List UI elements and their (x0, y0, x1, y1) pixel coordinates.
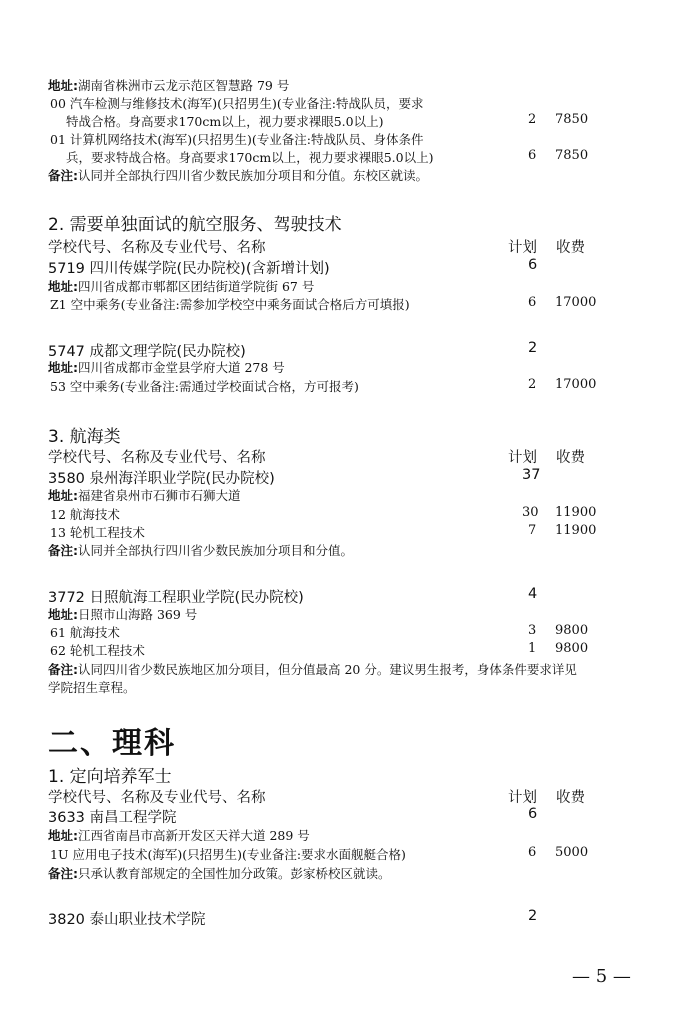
school-3772-name: 3772 日照航海工程职业学院(民办院校) (48, 590, 304, 606)
school-3820-name: 3820 泰山职业技术学院 (48, 912, 206, 928)
major-00-line1: 00 汽车检测与维修技术(海军)(只招男生)(专业备注:特战队员，要求 (50, 96, 424, 111)
major-53-plan: 2 (528, 377, 537, 392)
address-label: 地址: (48, 607, 78, 622)
school-3772-plan: 4 (528, 586, 538, 602)
major-1u: 1U 应用电子技术(海军)(只招男生)(专业备注:要求水面舰艇合格) (50, 847, 406, 862)
note-text: 认同并全部执行四川省少数民族加分项目和分值。东校区就读。 (78, 168, 429, 183)
school-3580-name: 3580 泉州海洋职业学院(民办院校) (48, 471, 275, 487)
school-5747-plan: 2 (528, 340, 538, 356)
major-z1: Z1 空中乘务(专业备注:需参加学校空中乘务面试合格后方可填报) (50, 297, 410, 312)
part-2-subtitle: 1. 定向培养军士 (48, 767, 172, 787)
major-13-plan: 7 (528, 523, 537, 538)
school-3633-note (48, 864, 391, 882)
address-label: 地址: (48, 488, 78, 503)
major-z1-plan: 6 (528, 295, 537, 310)
address-text: 江西省南昌市高新开发区天祥大道 289 号 (78, 828, 310, 843)
note-label: 备注: (48, 543, 78, 558)
major-00-fee: 7850 (555, 112, 589, 127)
address-text: 四川省成都市金堂县学府大道 278 号 (78, 360, 285, 375)
major-13-fee: 11900 (555, 523, 597, 538)
part-2-title: 二、理科 (48, 726, 176, 761)
school-5719-name: 5719 四川传媒学院(民办院校)(含新增计划) (48, 261, 330, 277)
major-62-plan: 1 (528, 641, 537, 656)
major-61-fee: 9800 (555, 623, 589, 638)
page-number: — 5 — (572, 966, 631, 987)
note-text: 只承认教育部规定的全国性加分政策。彭家桥校区就读。 (78, 866, 391, 881)
school-5747-address (48, 358, 285, 376)
major-01-line1: 01 计算机网络技术(海军)(只招男生)(专业备注:特战队员、身体条件 (50, 132, 424, 147)
school-3633-address (48, 826, 310, 844)
major-61: 61 航海技术 (50, 625, 120, 640)
school-3580-address (48, 486, 241, 504)
major-12-plan: 30 (522, 505, 539, 520)
major-53: 53 空中乘务(专业备注:需通过学校面试合格，方可报考) (50, 379, 359, 394)
major-1u-fee: 5000 (555, 845, 589, 860)
column-header-plan: 计划 (508, 790, 537, 806)
school-3772-note-line1 (48, 660, 577, 678)
address-label: 地址: (48, 78, 78, 93)
school-3633-plan: 6 (528, 806, 538, 822)
column-header-fee: 收费 (556, 450, 585, 466)
school-5747-name: 5747 成都文理学院(民办院校) (48, 344, 246, 360)
major-01-line2: 兵，要求特战合格。身高要求170cm以上，视力要求裸眼5.0以上) (66, 150, 434, 165)
address-text: 湖南省株洲市云龙示范区智慧路 79 号 (78, 78, 290, 93)
major-12: 12 航海技术 (50, 507, 120, 522)
note-text: 认同并全部执行四川省少数民族加分项目和分值。 (78, 543, 354, 558)
major-61-plan: 3 (528, 623, 537, 638)
major-12-fee: 11900 (555, 505, 597, 520)
section-2-title: 2. 需要单独面试的航空服务、驾驶技术 (48, 215, 342, 235)
note-text: 认同四川省少数民族地区加分项目，但分值最高 20 分。建议男生报考，身体条件要求详见 (78, 662, 577, 677)
address-text: 四川省成都市郫都区团结街道学院街 67 号 (78, 279, 315, 294)
major-53-fee: 17000 (555, 377, 597, 392)
school-3580-note (48, 541, 353, 559)
column-header-fee: 收费 (556, 240, 585, 256)
address-text: 福建省泉州市石狮市石狮大道 (78, 488, 241, 503)
address-label: 地址: (48, 360, 78, 375)
major-13: 13 轮机工程技术 (50, 525, 145, 540)
school-3820-plan: 2 (528, 908, 538, 924)
column-header-school: 学校代号、名称及专业代号、名称 (48, 450, 266, 466)
column-header-school: 学校代号、名称及专业代号、名称 (48, 240, 266, 256)
note-label: 备注: (48, 168, 78, 183)
section-3-title: 3. 航海类 (48, 427, 121, 447)
school-3772-address (48, 605, 197, 623)
school-3580-plan: 37 (522, 467, 541, 483)
major-62: 62 轮机工程技术 (50, 643, 145, 658)
major-00-plan: 2 (528, 112, 537, 127)
major-62-fee: 9800 (555, 641, 589, 656)
column-header-plan: 计划 (508, 240, 537, 256)
column-header-fee: 收费 (556, 790, 585, 806)
note-label: 备注: (48, 662, 78, 677)
school-5719-address (48, 277, 314, 295)
column-header-plan: 计划 (508, 450, 537, 466)
major-01-fee: 7850 (555, 148, 589, 163)
address-label: 地址: (48, 828, 78, 843)
school-5719-plan: 6 (528, 257, 538, 273)
note-label: 备注: (48, 866, 78, 881)
note-line (48, 166, 428, 184)
address-line (48, 76, 289, 94)
major-z1-fee: 17000 (555, 295, 597, 310)
major-1u-plan: 6 (528, 845, 537, 860)
column-header-school: 学校代号、名称及专业代号、名称 (48, 790, 266, 806)
school-3633-name: 3633 南昌工程学院 (48, 810, 177, 826)
major-00-line2: 特战合格。身高要求170cm以上，视力要求裸眼5.0以上) (66, 114, 384, 129)
major-01-plan: 6 (528, 148, 537, 163)
address-text: 日照市山海路 369 号 (78, 607, 198, 622)
address-label: 地址: (48, 279, 78, 294)
school-3772-note-line2: 学院招生章程。 (48, 680, 136, 695)
